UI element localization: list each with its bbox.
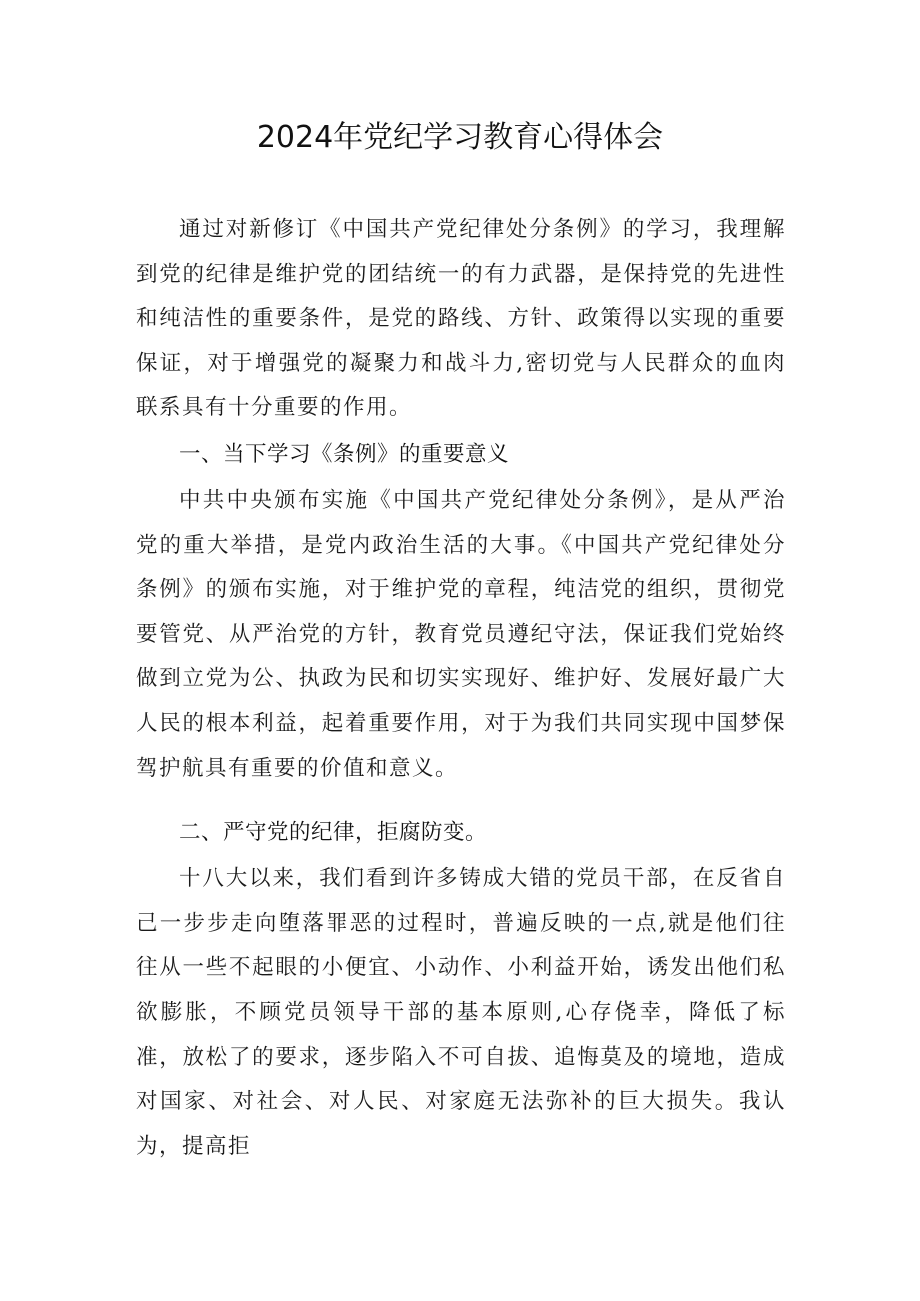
document-title: 2024年党纪学习教育心得体会 — [256, 120, 664, 155]
document-body — [136, 208, 786, 1169]
section-1-paragraph: 中共中央颁布实施《中国共产党纪律处分条例》，是从严治党的重大举措，是党内政治生活的大事。《中国共产党纪律处分条例》的颁布实施，对于维护党的章程，纯洁党的组织，贯彻党要管党、从严治党的方针，教育党员遵纪守法，保证我们党始终做到立党为公、执政为民和切实实现好、维护好、发展好最广大人民的根本利益，起着重要作用，对于为我们共同实现中国梦保驾护航具有重要的价值和意义。 — [136, 487, 786, 781]
intro-paragraph: 通过对新修订《中国共产党纪律处分条例》的学习，我理解到党的纪律是维护党的团结统一的有力武器，是保持党的先进性和纯洁性的重要条件，是党的路线、方针、政策得以实现的重要保证，对于增强党的凝聚力和战斗力,密切党与人民群众的血肉联系具有十分重要的作用。 — [136, 217, 786, 421]
section-1-heading: 一、当下学习《条例》的重要意义 — [179, 441, 510, 467]
section-2-heading: 二、严守党的纪律，拒腐防变。 — [179, 820, 488, 846]
section-2-paragraph: 十八大以来，我们看到许多铸成大错的党员干部，在反省自己一步步走向堕落罪恶的过程时，普遍反映的一点,就是他们往往从一些不起眼的小便宜、小动作、小利益开始，诱发出他们私欲膨胀，不顾党员领导干部的基本原则,心存侥幸，降低了标准，放松了的要求，逐步陷入不可自拔、追悔莫及的境地，造成对国家、对社会、对人民、对家庭无法弥补的巨大损失。我认为，提高拒 — [136, 866, 786, 1159]
